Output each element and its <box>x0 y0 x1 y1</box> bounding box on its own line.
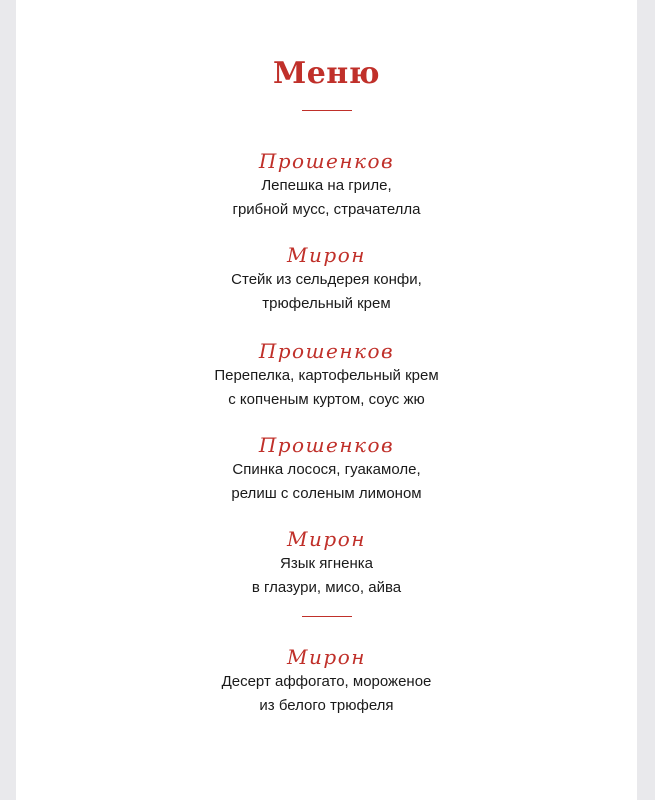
course-dish-line: грибной мусс, страчателла <box>232 201 421 218</box>
menu-title: Меню <box>272 56 380 91</box>
course-dish-line: Язык ягненка <box>280 555 373 572</box>
course-dish-line: трюфельный крем <box>262 295 391 312</box>
course-chef: Мирон <box>287 527 366 551</box>
course-chef: Мирон <box>287 645 366 669</box>
course-chef: Прошенков <box>258 149 395 173</box>
course-dish-line: Стейк из сельдерея конфи, <box>231 271 422 288</box>
course-dish-line: из белого трюфеля <box>259 697 394 714</box>
menu-page <box>16 0 637 800</box>
course-dish-line: Перепелка, картофельный крем <box>214 367 439 384</box>
title-divider <box>302 110 352 111</box>
course-dish-line: Лепешка на гриле, <box>261 177 392 194</box>
course-6 <box>16 646 637 718</box>
course-dish-line: релиш с соленым лимоном <box>231 485 422 502</box>
course-dish-line: Спинка лосося, гуакамоле, <box>232 461 421 478</box>
course-dish-line: с копченым куртом, соус жю <box>228 391 425 408</box>
course-chef: Прошенков <box>258 339 395 363</box>
course-dish-line: в глазури, мисо, айва <box>251 579 402 596</box>
course-chef: Мирон <box>287 243 366 267</box>
dessert-divider <box>302 616 352 617</box>
course-dish-line: Десерт аффогато, мороженое <box>221 673 432 690</box>
course-4 <box>16 434 637 506</box>
course-3 <box>16 340 637 412</box>
course-5 <box>16 528 637 600</box>
course-chef: Прошенков <box>258 433 395 457</box>
course-2 <box>16 244 637 316</box>
course-1 <box>16 150 637 222</box>
